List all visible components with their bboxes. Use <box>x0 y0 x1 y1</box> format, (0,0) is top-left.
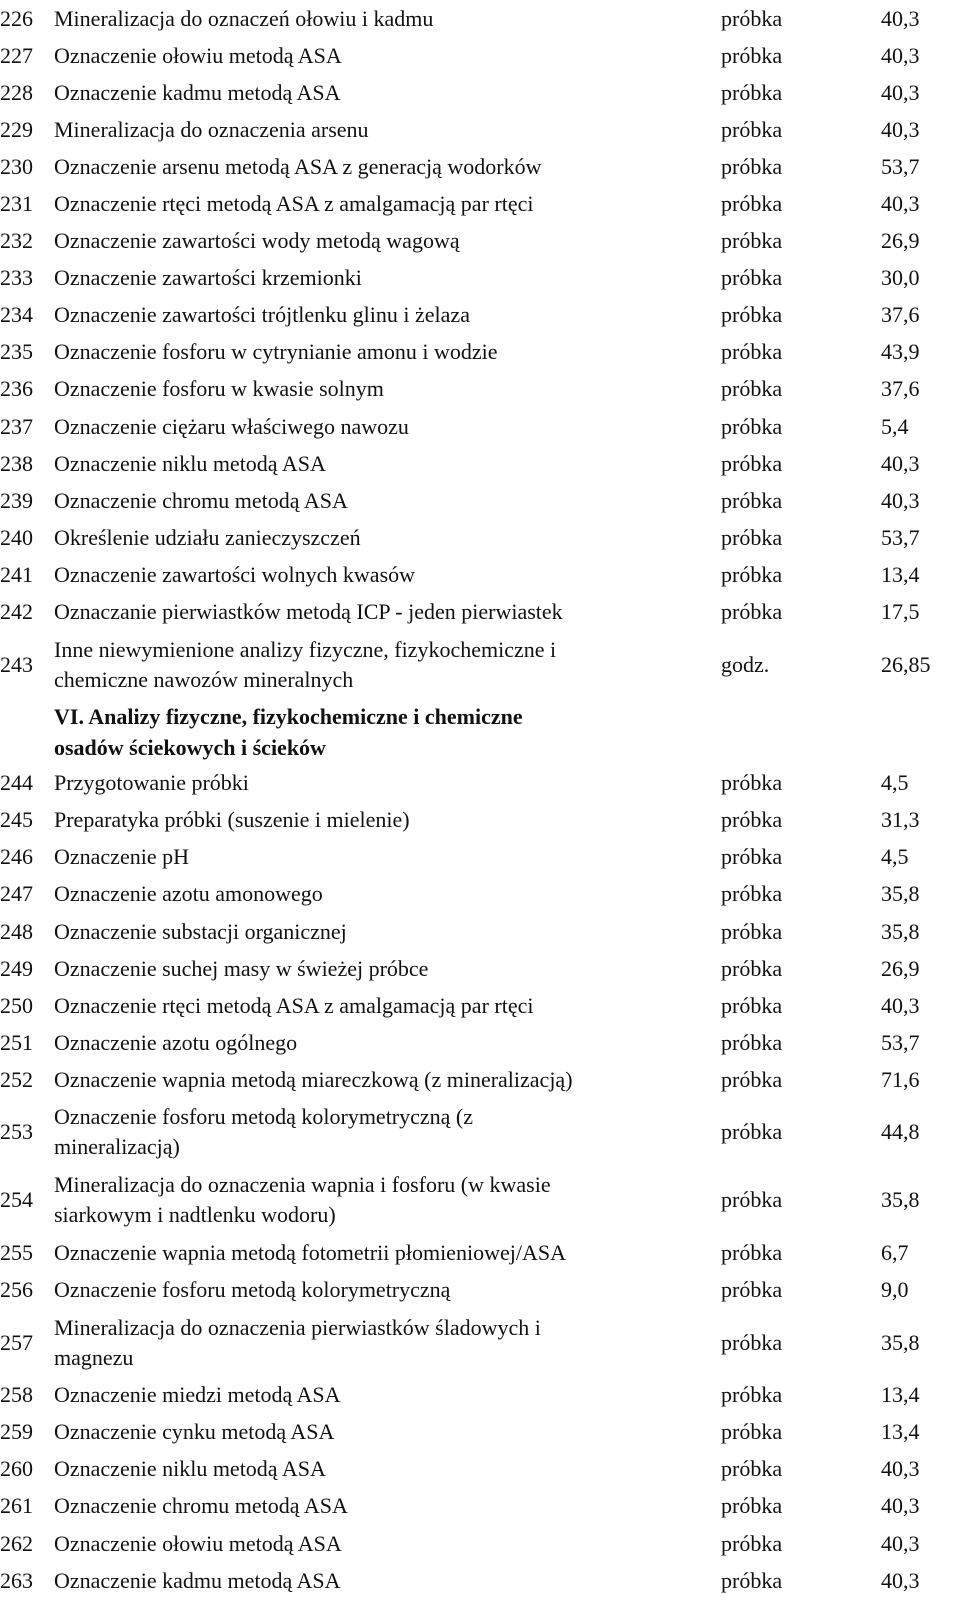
row-number: 250 <box>0 992 33 1018</box>
row-number: 238 <box>0 450 33 476</box>
row-price: 9,0 <box>881 1277 909 1303</box>
table-row <box>0 1272 958 1309</box>
row-unit: próbka <box>721 770 783 796</box>
section-heading-row <box>0 699 958 765</box>
row-number: 244 <box>0 770 33 796</box>
row-number: 234 <box>0 302 33 328</box>
row-number: 257 <box>0 1329 33 1355</box>
table-row <box>0 1024 958 1061</box>
row-description <box>54 1098 721 1166</box>
row-unit: próbka <box>721 487 783 513</box>
row-description: Oznaczenie rtęci metodą ASA z amalgamacją par rtęci <box>54 992 534 1018</box>
row-number: 236 <box>0 376 33 402</box>
row-price: 53,7 <box>881 524 920 550</box>
row-unit: próbka <box>721 524 783 550</box>
section-number-empty <box>0 699 54 765</box>
table-row <box>0 519 958 556</box>
row-price: 71,6 <box>881 1066 920 1092</box>
section-heading-line: osadów ściekowych i ścieków <box>54 734 326 760</box>
row-number: 231 <box>0 191 33 217</box>
row-unit: próbka <box>721 561 783 587</box>
row-number: 254 <box>0 1187 33 1213</box>
row-description: Oznaczenie ołowiu metodą ASA <box>54 42 342 68</box>
row-number: 249 <box>0 955 33 981</box>
row-description: Mineralizacja do oznaczenia arsenu <box>54 116 369 142</box>
row-description: Określenie udziału zanieczyszczeń <box>54 524 361 550</box>
row-number: 230 <box>0 153 33 179</box>
table-row <box>0 1098 958 1166</box>
row-unit: próbka <box>721 1239 783 1265</box>
table-row <box>0 334 958 371</box>
row-unit: próbka <box>721 992 783 1018</box>
row-unit: próbka <box>721 1567 783 1593</box>
row-unit: próbka <box>721 1456 783 1482</box>
row-unit: próbka <box>721 918 783 944</box>
row-description: Oznaczenie fosforu w kwasie solnym <box>54 376 384 402</box>
row-price: 53,7 <box>881 153 920 179</box>
row-unit: próbka <box>721 228 783 254</box>
table-row <box>0 913 958 950</box>
row-description: Oznaczenie kadmu metodą ASA <box>54 1567 341 1593</box>
table-row <box>0 765 958 802</box>
row-number: 259 <box>0 1419 33 1445</box>
row-description: Oznaczenie azotu ogólnego <box>54 1029 298 1055</box>
row-description: Oznaczenie niklu metodą ASA <box>54 1456 326 1482</box>
row-number: 262 <box>0 1530 33 1556</box>
row-price: 4,5 <box>881 844 909 870</box>
row-price: 30,0 <box>881 265 920 291</box>
table-row <box>0 556 958 593</box>
table-row <box>0 111 958 148</box>
row-description: Oznaczenie arsenu metodą ASA z generacją wodorków <box>54 153 542 179</box>
row-number: 251 <box>0 1029 33 1055</box>
table-row <box>0 1414 958 1451</box>
row-description: Oznaczenie miedzi metodą ASA <box>54 1382 341 1408</box>
row-description: Oznaczenie fosforu metodą kolorymetryczną <box>54 1277 451 1303</box>
row-price: 37,6 <box>881 302 920 328</box>
row-number: 258 <box>0 1382 33 1408</box>
row-description <box>54 1166 721 1234</box>
row-unit: próbka <box>721 1419 783 1445</box>
row-description-line: Oznaczenie fosforu metodą kolorymetryczną (z <box>54 1104 474 1130</box>
row-description: Preparatyka próbki (suszenie i mielenie) <box>54 807 410 833</box>
row-unit: próbka <box>721 265 783 291</box>
row-price: 35,8 <box>881 881 920 907</box>
row-price: 31,3 <box>881 807 920 833</box>
table-row <box>0 802 958 839</box>
row-description: Oznaczanie pierwiastków metodą ICP - jeden pierwiastek <box>54 599 563 625</box>
row-price: 40,3 <box>881 992 920 1018</box>
table-row <box>0 1377 958 1414</box>
row-unit: próbka <box>721 1277 783 1303</box>
row-description: Oznaczenie ciężaru właściwego nawozu <box>54 413 409 439</box>
table-row <box>0 0 958 37</box>
row-price: 35,8 <box>881 1329 920 1355</box>
row-description-line: magnezu <box>54 1344 134 1370</box>
row-description: Oznaczenie wapnia metodą miareczkową (z mineralizacją) <box>54 1066 573 1092</box>
row-number: 237 <box>0 413 33 439</box>
table-row <box>0 37 958 74</box>
row-unit: próbka <box>721 1119 783 1145</box>
table-row <box>0 839 958 876</box>
row-price: 37,6 <box>881 376 920 402</box>
row-description: Oznaczenie fosforu w cytrynianie amonu i wodzie <box>54 339 498 365</box>
row-description: Oznaczenie kadmu metodą ASA <box>54 79 341 105</box>
row-description: Oznaczenie zawartości wolnych kwasów <box>54 561 416 587</box>
row-price: 40,3 <box>881 450 920 476</box>
row-price: 40,3 <box>881 1456 920 1482</box>
row-description <box>54 631 721 699</box>
row-price: 6,7 <box>881 1239 909 1265</box>
section-heading-line: VI. Analizy fizyczne, fizykochemiczne i chemiczne <box>54 703 523 729</box>
table-row <box>0 1309 958 1377</box>
row-number: 241 <box>0 561 33 587</box>
row-price: 4,5 <box>881 770 909 796</box>
row-number: 232 <box>0 228 33 254</box>
row-unit: próbka <box>721 413 783 439</box>
row-description: Oznaczenie zawartości wody metodą wagową <box>54 228 460 254</box>
row-description: Oznaczenie pH <box>54 844 189 870</box>
row-unit: próbka <box>721 1066 783 1092</box>
row-unit: próbka <box>721 1329 783 1355</box>
row-unit: próbka <box>721 1530 783 1556</box>
row-unit: próbka <box>721 599 783 625</box>
table-row <box>0 482 958 519</box>
table-row <box>0 1061 958 1098</box>
table-row <box>0 1562 958 1599</box>
row-unit: próbka <box>721 807 783 833</box>
table-row <box>0 74 958 111</box>
row-price: 40,3 <box>881 1530 920 1556</box>
row-unit: próbka <box>721 191 783 217</box>
row-price: 13,4 <box>881 561 920 587</box>
row-price: 40,3 <box>881 191 920 217</box>
row-price: 40,3 <box>881 1567 920 1593</box>
row-unit: próbka <box>721 302 783 328</box>
row-unit: próbka <box>721 955 783 981</box>
row-unit: próbka <box>721 116 783 142</box>
row-number: 242 <box>0 599 33 625</box>
row-price: 35,8 <box>881 1187 920 1213</box>
row-price: 40,3 <box>881 1493 920 1519</box>
row-number: 253 <box>0 1119 33 1145</box>
row-number: 255 <box>0 1239 33 1265</box>
row-price: 26,9 <box>881 955 920 981</box>
row-number: 252 <box>0 1066 33 1092</box>
row-description-line: Mineralizacja do oznaczenia wapnia i fosforu (w kwasie <box>54 1172 551 1198</box>
row-description: Oznaczenie rtęci metodą ASA z amalgamacją par rtęci <box>54 191 534 217</box>
row-description: Oznaczenie chromu metodą ASA <box>54 487 348 513</box>
row-unit: próbka <box>721 42 783 68</box>
row-unit: próbka <box>721 450 783 476</box>
row-description: Przygotowanie próbki <box>54 770 249 796</box>
row-price: 40,3 <box>881 42 920 68</box>
row-unit: próbka <box>721 1493 783 1519</box>
row-number: 246 <box>0 844 33 870</box>
row-number: 228 <box>0 79 33 105</box>
table-row <box>0 1234 958 1271</box>
row-unit: próbka <box>721 153 783 179</box>
row-unit: próbka <box>721 1187 783 1213</box>
row-price: 5,4 <box>881 413 909 439</box>
table-row <box>0 371 958 408</box>
row-price: 40,3 <box>881 79 920 105</box>
table-row <box>0 594 958 631</box>
table-row <box>0 1166 958 1234</box>
table-row <box>0 445 958 482</box>
row-price: 43,9 <box>881 339 920 365</box>
table-row <box>0 1488 958 1525</box>
row-description: Oznaczenie substacji organicznej <box>54 918 347 944</box>
row-number: 240 <box>0 524 33 550</box>
row-unit: próbka <box>721 1029 783 1055</box>
table-row <box>0 297 958 334</box>
row-description: Oznaczenie azotu amonowego <box>54 881 323 907</box>
table-row <box>0 987 958 1024</box>
row-price: 44,8 <box>881 1119 920 1145</box>
row-price: 26,9 <box>881 228 920 254</box>
row-number: 235 <box>0 339 33 365</box>
row-unit: próbka <box>721 79 783 105</box>
row-number: 247 <box>0 881 33 907</box>
row-number: 233 <box>0 265 33 291</box>
row-description: Oznaczenie chromu metodą ASA <box>54 1493 348 1519</box>
row-description-line: Inne niewymienione analizy fizyczne, fizykochemiczne i <box>54 636 557 662</box>
row-price: 13,4 <box>881 1382 920 1408</box>
row-unit: godz. <box>721 651 770 677</box>
row-unit: próbka <box>721 376 783 402</box>
row-number: 226 <box>0 5 33 31</box>
row-description: Mineralizacja do oznaczeń ołowiu i kadmu <box>54 5 434 31</box>
table-row <box>0 950 958 987</box>
table-row <box>0 1451 958 1488</box>
row-description: Oznaczenie niklu metodą ASA <box>54 450 326 476</box>
row-price: 13,4 <box>881 1419 920 1445</box>
row-number: 239 <box>0 487 33 513</box>
table-row <box>0 876 958 913</box>
row-price: 40,3 <box>881 5 920 31</box>
row-price: 26,85 <box>881 651 931 677</box>
row-price: 53,7 <box>881 1029 920 1055</box>
row-unit: próbka <box>721 5 783 31</box>
table-row <box>0 1525 958 1562</box>
row-description-line: chemiczne nawozów mineralnych <box>54 666 354 692</box>
row-description-line: Mineralizacja do oznaczenia pierwiastków śladowych i <box>54 1314 541 1340</box>
row-unit: próbka <box>721 844 783 870</box>
row-number: 243 <box>0 651 33 677</box>
row-description: Oznaczenie wapnia metodą fotometrii płomieniowej/ASA <box>54 1239 566 1265</box>
row-unit: próbka <box>721 339 783 365</box>
row-number: 263 <box>0 1567 33 1593</box>
row-description <box>54 1309 721 1377</box>
row-price: 40,3 <box>881 116 920 142</box>
table-row <box>0 223 958 260</box>
row-number: 248 <box>0 918 33 944</box>
section-heading <box>54 699 958 765</box>
table-row <box>0 260 958 297</box>
row-number: 227 <box>0 42 33 68</box>
row-unit: próbka <box>721 1382 783 1408</box>
table-row <box>0 185 958 222</box>
row-number: 245 <box>0 807 33 833</box>
row-description: Oznaczenie ołowiu metodą ASA <box>54 1530 342 1556</box>
table-row <box>0 148 958 185</box>
row-price: 17,5 <box>881 599 920 625</box>
row-number: 256 <box>0 1277 33 1303</box>
row-price: 35,8 <box>881 918 920 944</box>
row-description-line: siarkowym i nadtlenku wodoru) <box>54 1202 336 1228</box>
row-price: 40,3 <box>881 487 920 513</box>
table-row <box>0 631 958 699</box>
row-number: 260 <box>0 1456 33 1482</box>
row-description: Oznaczenie suchej masy w świeżej próbce <box>54 955 429 981</box>
row-unit: próbka <box>721 881 783 907</box>
row-description: Oznaczenie cynku metodą ASA <box>54 1419 335 1445</box>
row-number: 229 <box>0 116 33 142</box>
table-row <box>0 408 958 445</box>
row-description-line: mineralizacją) <box>54 1134 180 1160</box>
row-description: Oznaczenie zawartości trójtlenku glinu i żelaza <box>54 302 470 328</box>
row-description: Oznaczenie zawartości krzemionki <box>54 265 362 291</box>
row-number: 261 <box>0 1493 33 1519</box>
